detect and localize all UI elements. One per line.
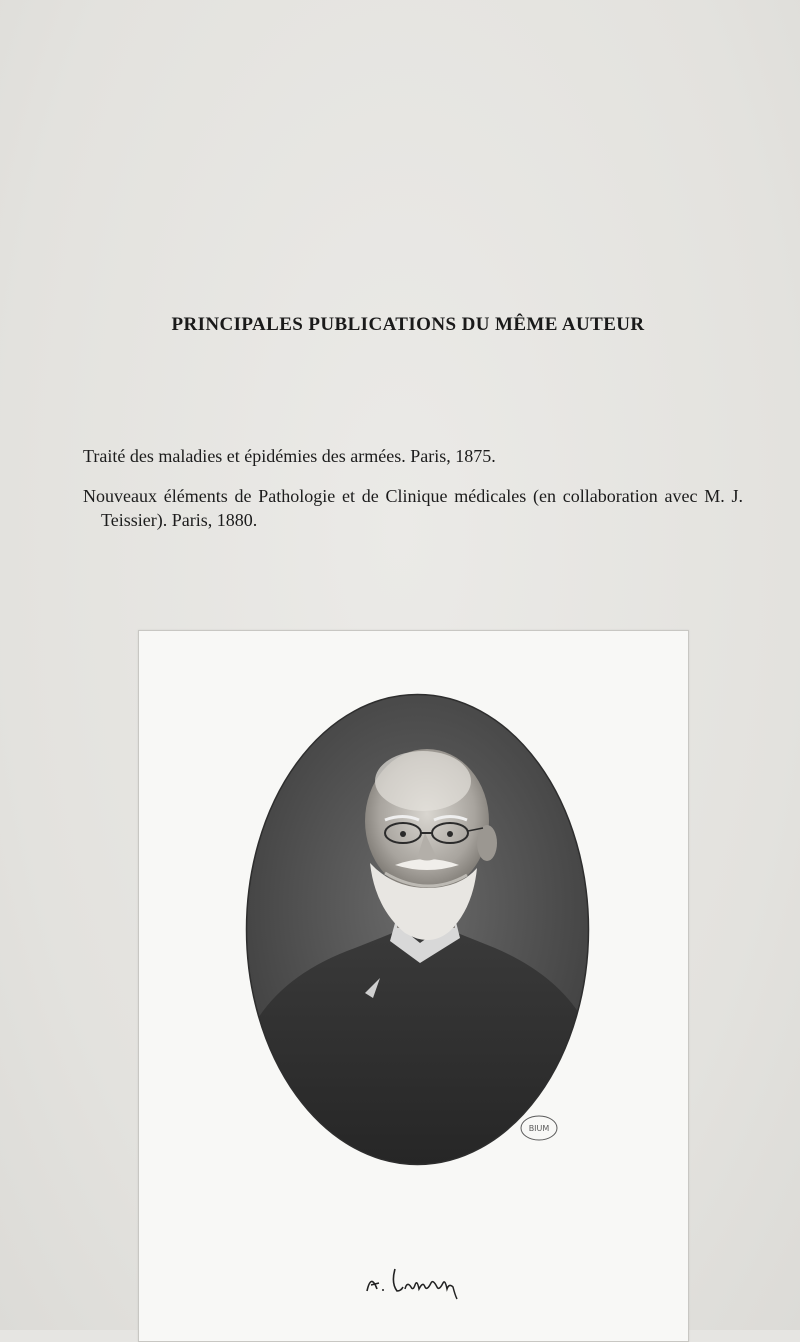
- library-stamp: [519, 1113, 559, 1143]
- stamp-text: BIUM: [528, 1124, 550, 1133]
- publication-item: Traité des maladies et épidémies des armées. Paris, 1875.: [83, 446, 496, 466]
- handwritten-signature: [361, 1261, 481, 1301]
- portrait-card: [138, 630, 689, 1342]
- portrait-photo: [245, 693, 590, 1166]
- bleed-through-text: [60, 200, 81, 269]
- publications-list: [83, 444, 743, 546]
- publication-item: Nouveaux éléments de Pathologie et de Clinique médicales (en collaboration avec M. J. Teissier). Paris, 1880.: [83, 486, 743, 530]
- page-heading: PRINCIPALES PUBLICATIONS DU MÊME AUTEUR: [171, 314, 645, 335]
